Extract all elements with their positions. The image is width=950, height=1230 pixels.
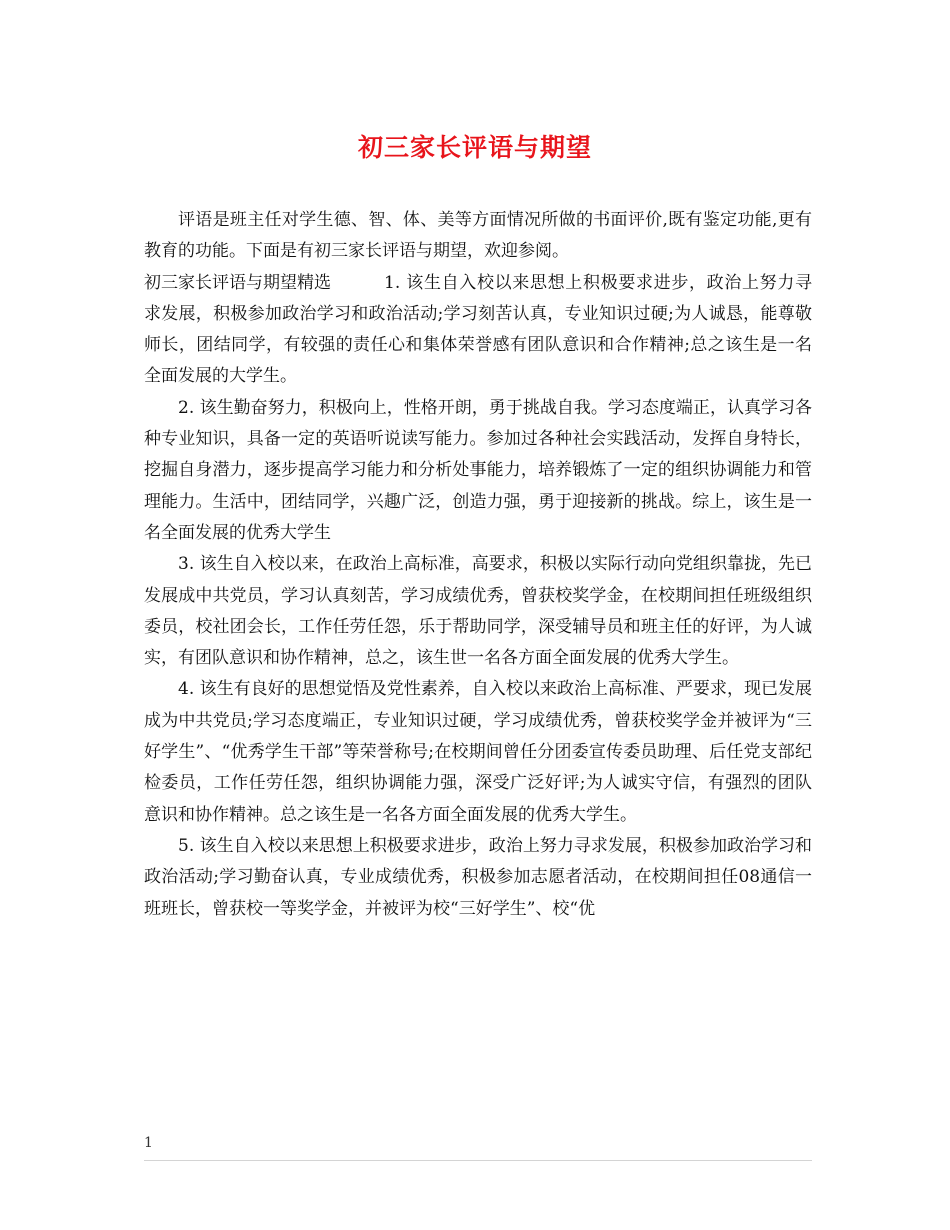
first-item-paragraph (144, 268, 812, 393)
intro-paragraph: 评语是班主任对学生德、智、体、美等方面情况所做的书面评价,既有鉴定功能,更有教育的功能。下面是有初三家长评语与期望，欢迎参阅。 (144, 210, 812, 262)
document-title: 初三家长评语与期望 (357, 133, 592, 162)
list-item: 4. 该生有良好的思想觉悟及党性素养，自入校以来政治上高标准、严要求，现已发展成为中共党员;学习态度端正，专业知识过硬，学习成绩优秀，曾获校奖学金并被评为“三好学生”、“优秀学生干部”等荣誉称号;在校期间曾任分团委宣传委员助理、后任党支部纪检委员，工作任劳任怨，组织协调能力强，深受广泛好评;为人诚实守信，有强烈的团队意识和协作精神。总之该生是一名各方面全面发展的优秀大学生。 (144, 679, 812, 825)
list-item: 5. 该生自入校以来思想上积极要求进步，政治上努力寻求发展，积极参加政治学习和政治活动;学习勤奋认真，专业成绩优秀，积极参加志愿者活动，在校期间担任08通信一班班长，曾获校一等奖学金，并被评为校“三好学生”、校“优 (144, 835, 812, 919)
footer-divider (144, 1160, 812, 1161)
list-item: 2. 该生勤奋努力，积极向上，性格开朗，勇于挑战自我。学习态度端正，认真学习各种专业知识，具备一定的英语听说读写能力。参加过各种社会实践活动，发挥自身特长，挖掘自身潜力，逐步提高学习能力和分析处事能力，培养锻炼了一定的组织协调能力和管理能力。生活中，团结同学，兴趣广泛，创造力强，勇于迎接新的挑战。综上，该生是一名全面发展的优秀大学生 (144, 397, 812, 543)
list-item: 3. 该生自入校以来，在政治上高标准，高要求，积极以实际行动向党组织靠拢，先已发展成中共党员，学习认真刻苦，学习成绩优秀，曾获校奖学金，在校期间担任班级组织委员，校社团会长，工作任劳任怨，乐于帮助同学，深受辅导员和班主任的好评，为人诚实，有团队意识和协作精神，总之，该生世一名各方面全面发展的优秀大学生。 (144, 554, 812, 669)
page-number: 1 (144, 1135, 153, 1151)
section-label: 初三家长评语与期望精选 (144, 272, 331, 293)
list-item: 1. 该生自入校以来思想上积极要求进步，政治上努力寻求发展，积极参加政治学习和政治活动;学习刻苦认真，专业知识过硬;为人诚恳，能尊敬师长，团结同学，有较强的责任心和集体荣誉感有团队意识和合作精神;总之该生是一名全面发展的大学生。 (144, 272, 812, 387)
document-body (144, 205, 812, 925)
